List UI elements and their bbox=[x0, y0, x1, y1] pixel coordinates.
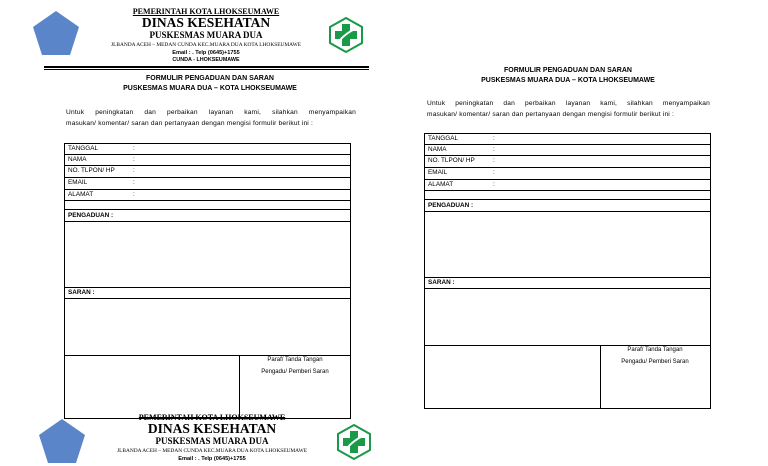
field-colon: : bbox=[493, 146, 495, 153]
field-label-email: EMAIL bbox=[68, 179, 88, 186]
intro-line2-right: masukan/ komentar/ saran dan pertanyaan dengan mengisi formulir berikut ini : bbox=[427, 111, 675, 118]
form-title-line2-left: PUSKESMAS MUARA DUA – KOTA LHOKSEUMAWE bbox=[123, 85, 297, 92]
letterhead-bottom-agency: DINAS KESEHATAN bbox=[147, 421, 277, 436]
form-title-line2-right: PUSKESMAS MUARA DUA – KOTA LHOKSEUMAWE bbox=[481, 77, 655, 84]
field-row-phone[interactable] bbox=[65, 166, 350, 178]
field-colon: : bbox=[133, 179, 135, 186]
complaint-label: PENGADUAN : bbox=[428, 202, 474, 209]
field-row-blank bbox=[425, 191, 710, 200]
suggestion-label: SARAN : bbox=[428, 279, 455, 286]
complaint-header-row bbox=[425, 200, 710, 212]
complaint-textarea[interactable] bbox=[425, 212, 710, 278]
field-label-phone: NO. TLPON/ HP bbox=[68, 167, 115, 174]
complaint-form-left bbox=[64, 143, 351, 419]
suggestion-textarea[interactable] bbox=[425, 289, 710, 346]
letterhead-agency: DINAS KESEHATAN bbox=[141, 15, 271, 30]
letterhead-bottom-clinic: PUSKESMAS MUARA DUA bbox=[155, 436, 269, 446]
field-label-email: EMAIL bbox=[428, 169, 448, 176]
field-label-date: TANGGAL bbox=[68, 145, 99, 152]
letterhead-gov: PEMERINTAH KOTA LHOKSEUMAWE bbox=[132, 7, 280, 16]
suggestion-textarea[interactable] bbox=[65, 299, 350, 356]
field-colon: : bbox=[133, 156, 135, 163]
signature-label-line1: Paraf/ Tanda Tangan bbox=[627, 347, 683, 353]
pentagon-logo-bottom bbox=[38, 418, 86, 464]
field-row-name[interactable] bbox=[65, 155, 350, 166]
signature-divider bbox=[239, 356, 240, 418]
signature-label-line2: Pengadu/ Pemberi Saran bbox=[621, 359, 689, 365]
intro-line2-left: masukan/ komentar/ saran dan pertanyaan dengan mengisi formulir berikut ini : bbox=[66, 120, 314, 127]
intro-line1-left: Untuk peningkatan dan perbaikan layanan kami, silahkan menyampaikan bbox=[66, 109, 356, 116]
form-title-line1-left: FORMULIR PENGADUAN DAN SARAN bbox=[146, 75, 274, 82]
suggestion-label: SARAN : bbox=[68, 289, 95, 296]
field-label-date: TANGGAL bbox=[428, 135, 459, 142]
letterhead-area: CUNDA - LHOKSEUMAWE bbox=[172, 57, 240, 63]
field-row-address[interactable] bbox=[425, 180, 710, 191]
field-row-phone[interactable] bbox=[425, 156, 710, 168]
letterhead-bottom-gov: PEMERINTAH KOTA LHOKSEUMAWE bbox=[138, 413, 286, 422]
pentagon-logo bbox=[32, 10, 80, 56]
field-row-address[interactable] bbox=[65, 190, 350, 201]
complaint-label: PENGADUAN : bbox=[68, 212, 114, 219]
field-label-address: ALAMAT bbox=[428, 181, 454, 188]
intro-line1-right: Untuk peningkatan dan perbaikan layanan kami, silahkan menyampaikan bbox=[427, 100, 710, 107]
field-row-name[interactable] bbox=[425, 145, 710, 156]
field-colon: : bbox=[493, 181, 495, 188]
suggestion-header-row bbox=[425, 278, 710, 289]
letterhead-bottom-address: JLBANDA ACEH – MEDAN CUNDA KEC.MUARA DUA KOTA LHOKSEUMAWE bbox=[116, 448, 308, 454]
letterhead-contact: Email : . Telp (0645)+1755 bbox=[172, 50, 240, 56]
field-label-name: NAMA bbox=[68, 156, 87, 163]
field-colon: : bbox=[133, 191, 135, 198]
suggestion-header-row bbox=[65, 288, 350, 299]
field-label-phone: NO. TLPON/ HP bbox=[428, 157, 475, 164]
field-label-name: NAMA bbox=[428, 146, 447, 153]
signature-label-line1: Paraf/ Tanda Tangan bbox=[267, 357, 323, 363]
letterhead-bottom-contact: Email : . Telp (0645)+1755 bbox=[178, 456, 246, 462]
complaint-textarea[interactable] bbox=[65, 222, 350, 288]
field-colon: : bbox=[493, 169, 495, 176]
field-row-blank bbox=[65, 201, 350, 210]
letterhead-divider-thin bbox=[44, 69, 369, 70]
field-row-email[interactable] bbox=[65, 178, 350, 190]
form-title-line1-right: FORMULIR PENGADUAN DAN SARAN bbox=[504, 67, 632, 74]
complaint-header-row bbox=[65, 210, 350, 222]
field-colon: : bbox=[493, 135, 495, 142]
signature-label-line2: Pengadu/ Pemberi Saran bbox=[261, 369, 329, 375]
field-colon: : bbox=[133, 167, 135, 174]
field-colon: : bbox=[133, 145, 135, 152]
field-colon: : bbox=[493, 157, 495, 164]
complaint-form-right bbox=[424, 133, 711, 409]
health-cross-logo-bottom bbox=[336, 424, 372, 460]
field-row-date[interactable] bbox=[65, 144, 350, 155]
field-row-date[interactable] bbox=[425, 134, 710, 145]
field-label-address: ALAMAT bbox=[68, 191, 94, 198]
health-cross-logo bbox=[328, 17, 364, 53]
letterhead-divider bbox=[44, 66, 369, 68]
letterhead-address: JLBANDA ACEH – MEDAN CUNDA KEC.MUARA DUA KOTA LHOKSEUMAWE bbox=[110, 42, 302, 48]
field-row-email[interactable] bbox=[425, 168, 710, 180]
letterhead-clinic: PUSKESMAS MUARA DUA bbox=[149, 30, 263, 40]
